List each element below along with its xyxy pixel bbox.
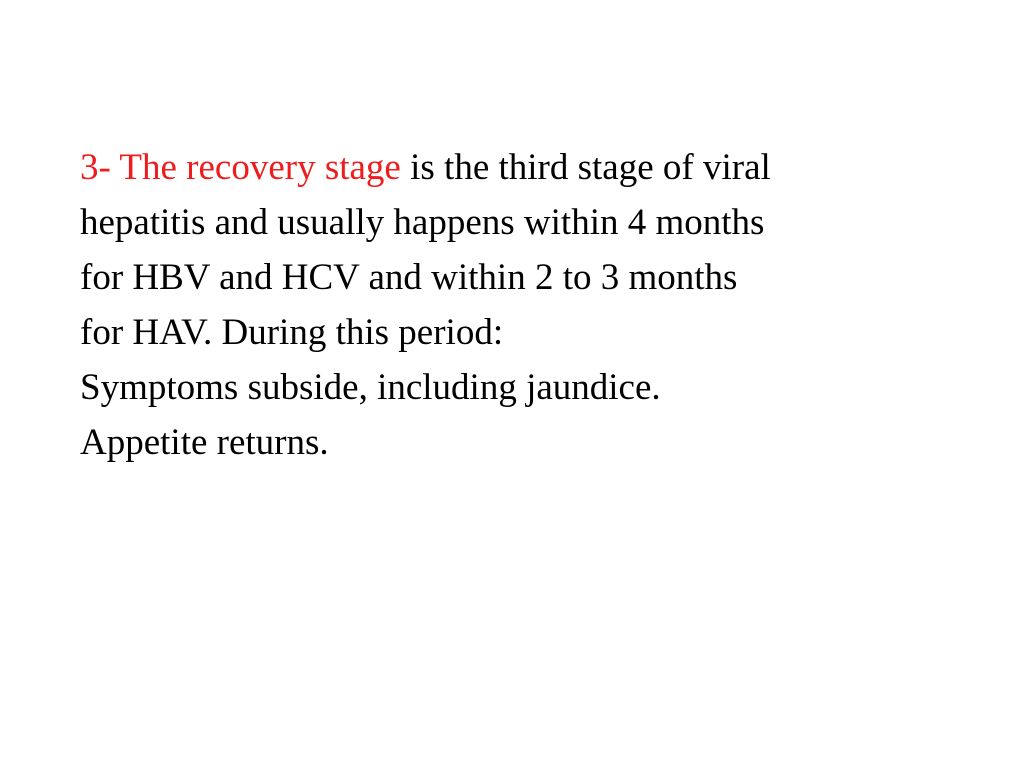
- stage-heading-highlight: 3- The recovery stage: [80, 147, 401, 188]
- line-4: for HAV. During this period:: [80, 312, 504, 353]
- slide-body-text: [80, 140, 980, 470]
- line-1: [80, 140, 980, 195]
- line-6: Appetite returns.: [80, 422, 329, 463]
- line-3: for HBV and HCV and within 2 to 3 months: [80, 257, 738, 298]
- line-5: Symptoms subside, including jaundice.: [80, 367, 661, 408]
- line-2: hepatitis and usually happens within 4 months: [80, 202, 765, 243]
- line-1-rest: is the third stage of viral: [400, 147, 771, 188]
